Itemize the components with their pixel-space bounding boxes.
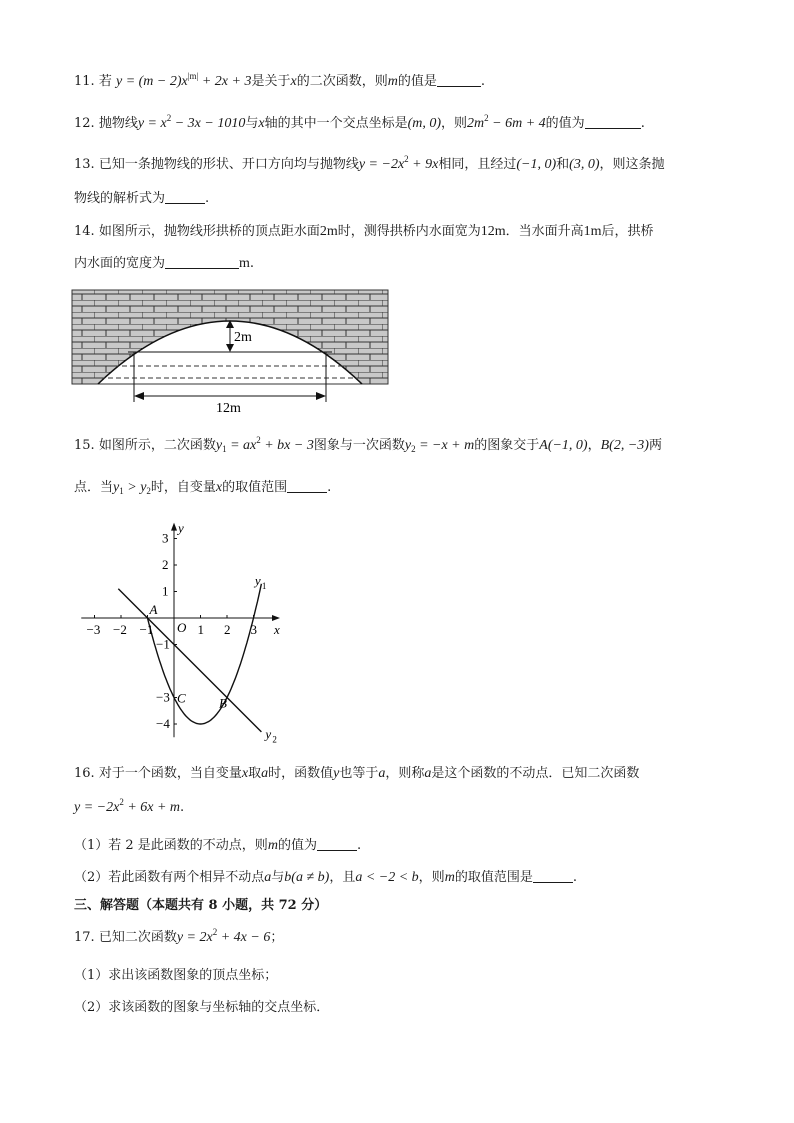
q11-text: 若 <box>98 74 112 89</box>
question-12: 12. 抛物线$y = x^2 - 3x - 1010$与x轴的其中一个交点坐标是(m, 0)，则$2m^2 - 6m + 4$的值为 . <box>74 113 645 131</box>
question-14: 14. 如图所示，抛物线形拱桥的顶点距水面2m时，测得拱桥内水面宽为12m．当水面升高1m后，拱桥 <box>74 224 654 239</box>
section-3-title: 三、解答题（本题共有 8 小题，共 72 分） <box>74 898 328 913</box>
question-16-line2: $y = -2x^2 + 6x + m$. <box>74 797 185 815</box>
x-tick-label: −3 <box>86 622 101 637</box>
q15-answer-blank[interactable] <box>287 478 327 493</box>
width-label: 12m <box>216 401 241 414</box>
q14-answer-blank[interactable] <box>165 254 239 269</box>
y-tick-label: 1 <box>162 583 169 599</box>
y-tick-label: −3 <box>156 689 170 705</box>
question-16-part2: （2）若此函数有两个相异不动点a与b(a ≠ b)，且a < −2 < b，则m的取值范围是 . <box>74 870 577 885</box>
y-tick-label: 3 <box>162 530 169 546</box>
height-label: 2m <box>234 330 252 345</box>
question-13: 13. 已知一条抛物线的形状、开口方向均与抛物线$y = -2x^2 + 9x$相同，且经过(−1, 0)和(3, 0)，则这条抛 <box>74 154 665 172</box>
x-axis-label: x <box>274 622 280 637</box>
q12-number: 12. <box>74 116 95 131</box>
question-17: 17. 已知二次函数$y = 2x^2 + 4x - 6$； <box>74 927 284 945</box>
question-13-line2: 物线的解析式为 . <box>74 191 210 206</box>
y-tick-label: −1 <box>156 636 170 652</box>
y-tick-label: 2 <box>162 557 169 572</box>
origin-label: O <box>177 620 187 635</box>
x-tick-label: −1 <box>139 622 154 637</box>
q16-part2-blank[interactable] <box>533 868 573 883</box>
q13-number: 13. <box>74 157 95 172</box>
q12-answer-blank[interactable] <box>585 114 641 129</box>
y-axis-label: y <box>178 520 184 536</box>
q16-part1-blank[interactable] <box>317 836 357 851</box>
q13-answer-blank[interactable] <box>165 189 205 204</box>
x-tick-label: 1 <box>197 622 204 637</box>
point-label-A: A <box>149 602 158 617</box>
question-15-line2: 点．当$y_1 > y_2$时，自变量x的取值范围 . <box>74 480 332 496</box>
question-14-line2: 内水面的宽度为 m. <box>74 256 255 271</box>
q14-number: 14. <box>74 224 95 239</box>
y-tick-label: −4 <box>156 716 170 731</box>
curve-y2 <box>118 589 261 732</box>
x-tick-label: −2 <box>113 622 127 637</box>
q11-answer-blank[interactable] <box>437 72 481 87</box>
question-17-part2: （2）求该函数的图象与坐标轴的交点坐标． <box>74 1000 330 1015</box>
function-graph <box>70 510 310 755</box>
y-axis-arrow <box>171 523 177 531</box>
question-15: 15. 如图所示，二次函数$y_1 = ax^2$ + bx − 3图象与一次函数$y_2 = -x + m$的图象交于A(−1, 0)，B(2, −3)两 <box>74 435 662 454</box>
curve-label-y2-sub: 2 <box>272 734 277 745</box>
q15-number: 15. <box>74 438 95 453</box>
point-label-B: B <box>219 695 227 711</box>
q13-expression: $y = -2x^2 + 9x$ <box>358 154 439 172</box>
question-16: 16. 对于一个函数，当自变量x取a时，函数值y也等于a，则称a是这个函数的不动点．已知二次函数 <box>74 766 640 781</box>
x-tick-label: 3 <box>250 622 257 637</box>
curve-label-y2: y <box>265 726 272 742</box>
question-11: 11. 若 $y = (m - 2)x^{|m|} + 2x + 3$是关于x的二次函数，则m的值是 . <box>74 71 485 89</box>
bridge-figure <box>70 288 390 414</box>
curve-label-y1-sub: 1 <box>261 580 267 591</box>
q16-number: 16. <box>74 766 95 781</box>
q17-number: 17. <box>74 930 95 945</box>
q11-number: 11. <box>74 74 95 89</box>
q11-expression: $y = (m - 2)x^{|m|} + 2x + 3$ <box>115 71 252 89</box>
x-axis-arrow <box>272 615 280 621</box>
x-tick-label: 2 <box>224 622 231 637</box>
q12-expression: $y = x^2 - 3x - 1010$ <box>137 113 246 131</box>
curve-label-y1: y <box>254 572 261 588</box>
question-16-part1: （1）若 2 是此函数的不动点，则m的值为 . <box>74 838 362 853</box>
question-17-part1: （1）求出该函数图象的顶点坐标； <box>74 968 278 983</box>
point-label-C: C <box>177 690 186 706</box>
